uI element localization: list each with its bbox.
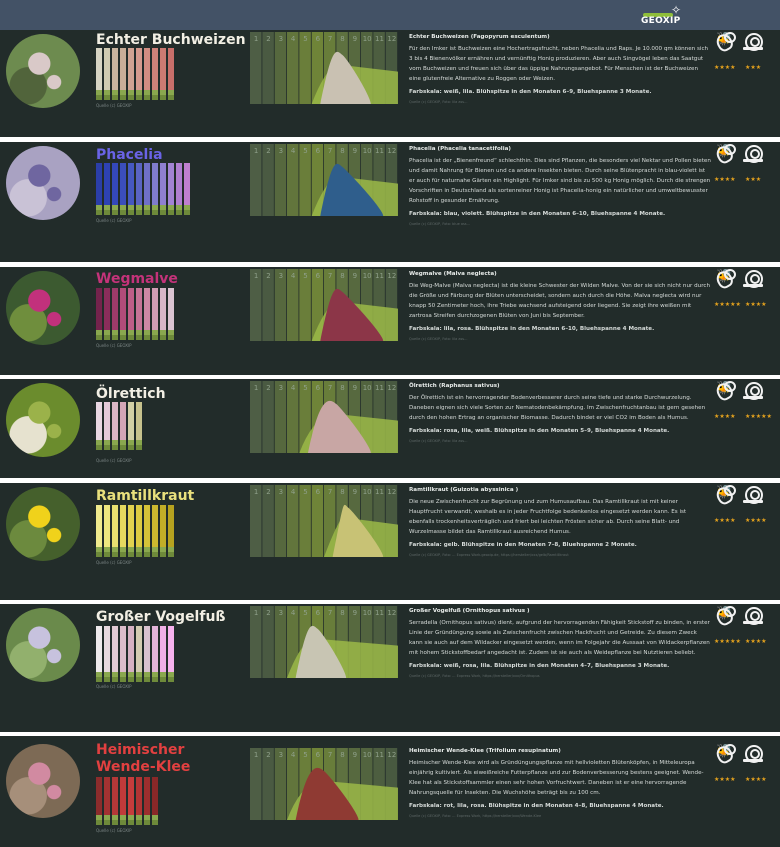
color-swatch [176,163,182,215]
plant-card [0,604,780,732]
color-swatch [168,288,174,340]
source-info: Quelle (c) GEOXIP, Foto: ... Express Work.geoxip.de, https://hersteller/xxx/gelb/Ramtillkraut [409,553,569,557]
color-swatch [136,48,142,100]
month-label: 8 [340,751,345,759]
month-label: 11 [375,609,384,617]
month-label: 3 [278,751,284,759]
plant-card [0,379,780,478]
logo-bee-icon: ✧ [671,3,682,17]
color-swatches [96,505,174,557]
color-swatch [160,505,166,557]
plant-name: Ramtillkraut [96,488,195,504]
honey-spiral-icon[interactable] [744,144,762,162]
month-label: 6 [315,488,321,496]
month-label: 10 [362,751,372,759]
color-swatch [144,288,150,340]
color-swatch [112,777,118,825]
month-label: 2 [266,751,271,759]
plant-description [409,485,711,558]
color-swatch [128,163,134,215]
color-swatch [104,402,110,450]
plant-card [0,30,780,137]
month-label: 8 [340,488,345,496]
month-label: 1 [253,35,259,43]
bee-icon[interactable] [713,485,733,505]
color-swatch [160,626,166,682]
color-swatches [96,626,174,682]
month-label: 7 [327,272,333,280]
plant-photo [6,608,80,682]
description-text: Die Weg-Malve (Malva neglecta) ist die kleine Schwester der Wilden Malve. Von der sie sich nicht nur durch die Größe und Färbung der Blüten unterscheidet, sondern auch durch die Höhe. Malva neglecta wird nur knapp 50 Zentimeter hoch, ihre Triebe wachsend aufsteigend oder liegend. Sie zeigt ihre weißen mit zartrosa Streifen durchzogenen Blüten von Juni bis September. [409,283,710,319]
plant-card [0,736,780,847]
month-label: 6 [315,35,321,43]
color-swatch [136,163,142,215]
honey-rating: ★★★★ [745,638,767,645]
plant-name: Ölrettich [96,386,166,402]
month-label: 3 [278,272,284,280]
color-swatch [144,626,150,682]
pollinator-rating: ★★★★ [714,517,736,524]
month-label: 2 [266,609,271,617]
bloom-calendar [250,269,398,341]
description-text: Die neue Zwischenfrucht zur Begrünung und zum Humusaufbau. Das Ramtillkraut ist mit keiner Hauptfrucht verwandt, weshalb es in jeder Fruchtfolge bedenkenlos eingesetzt werden kann. Es ist ebenfalls trockenheitsverträglich und friert bei leichten Frösten sicher ab. Durch seine Blatt- und Wurzelmasse bildet das Ramtillkraut ausreichend Humus. [409,499,687,535]
color-swatch [120,402,126,450]
month-label: 2 [266,272,271,280]
bee-icon[interactable] [713,144,733,164]
color-swatch [104,626,110,682]
month-label: 2 [266,147,271,155]
bloom-calendar [250,485,398,557]
swatch-credit: Quelle (c) GEOXIP [96,684,132,689]
color-swatch [128,288,134,340]
color-swatch [144,48,150,100]
month-label: 12 [387,147,397,155]
plant-photo [6,744,80,818]
month-label: 5 [303,35,308,43]
month-label: 2 [266,35,271,43]
color-swatch [96,163,102,215]
month-label: 12 [387,751,397,759]
color-swatch [152,505,158,557]
bloom-calendar [250,32,398,104]
geoxip-logo[interactable] [641,3,689,28]
month-label: 3 [278,35,284,43]
pollinator-rating: ★★★★★ [714,638,741,645]
color-swatch [136,402,142,450]
plant-photo [6,271,80,345]
plant-description [409,269,711,342]
description-text: Für den Imker ist Buchweizen eine Hochertragsfrucht, neben Phacelia und Raps. Je 10.000 qm können sich 3 bis 4 Bienenvölker ernähren und vernünftig Honig produzieren. Aber auch Singvögel leben das Saatgut vom Buchweizen und freuen sich über das üppige Nahrungsangebot. Für Menschen ist der Buchweizen eine glutenfreie Alternative zu Roggen oder Weizen. [409,46,709,82]
honey-spiral-icon[interactable] [744,485,762,503]
color-swatch [96,48,102,100]
month-label: 11 [375,147,384,155]
plant-card [0,267,780,375]
month-label: 4 [290,751,296,759]
plant-description [409,606,711,679]
month-label: 10 [362,272,372,280]
color-swatch [96,402,102,450]
month-label: 5 [303,488,308,496]
color-scale-info: Farbskala: weiß, lila. Blühspitze in den Monaten 6–9, Bluehspanne 3 Monate. [409,89,652,95]
color-swatch [120,163,126,215]
honey-rating: ★★★★ [745,301,767,308]
color-swatches [96,402,142,450]
color-swatch [96,505,102,557]
color-swatch [136,288,142,340]
month-label: 8 [340,147,345,155]
month-label: 6 [315,272,321,280]
month-label: 1 [253,609,259,617]
color-swatch [112,505,118,557]
month-label: 1 [253,384,259,392]
color-swatch [128,48,134,100]
honey-spiral-icon[interactable] [744,32,762,50]
color-scale-info: Farbskala: blau, violett. Blühspitze in den Monaten 6–10, Bluehspanne 4 Monate. [409,211,666,217]
color-swatch [120,626,126,682]
month-label: 3 [278,147,284,155]
month-label: 6 [315,147,321,155]
color-swatch [104,505,110,557]
month-label: 2 [266,384,271,392]
color-swatch [128,402,134,450]
color-swatch [152,288,158,340]
color-scale-info: Farbskala: gelb. Blühspitze in den Monaten 7–8, Bluehspanne 2 Monate. [409,542,637,548]
month-label: 5 [303,751,308,759]
color-swatch [152,777,158,825]
month-label: 6 [315,751,321,759]
month-label: 10 [362,35,372,43]
swatch-credit: Quelle (c) GEOXIP [96,343,132,348]
color-scale-info: Farbskala: rot, lila, rosa. Blühspitze in den Monaten 4–8, Bluehspanne 4 Monate. [409,803,664,809]
month-label: 3 [278,488,284,496]
bee-icon[interactable] [713,381,733,401]
month-label: 11 [375,272,384,280]
color-swatch [184,163,190,215]
color-swatches [96,777,158,825]
color-swatch [120,777,126,825]
month-label: 12 [387,609,397,617]
month-label: 4 [290,488,296,496]
source-info: Quelle (c) GEOXIP, Foto: lila ass... [409,100,468,104]
month-label: 5 [303,609,308,617]
month-label: 8 [340,35,345,43]
honey-spiral-icon[interactable] [744,269,762,287]
plant-name: Großer Vogelfuß [96,609,226,625]
honey-rating: ★★★ [745,176,762,183]
month-label: 4 [290,384,296,392]
bee-icon[interactable] [713,606,733,626]
pollinator-rating: ★★★★ [714,64,736,71]
month-label: 10 [362,147,372,155]
description-title: Großer Vogelfuß (Ornithopus sativus ) [409,608,530,614]
month-label: 8 [340,384,345,392]
color-swatch [152,163,158,215]
month-label: 4 [290,609,296,617]
month-label: 4 [290,35,296,43]
color-scale-info: Farbskala: rosa, lila, weiß. Blühspitze in den Monaten 5–9, Bluehspanne 4 Monate. [409,428,670,434]
month-label: 6 [315,384,321,392]
color-swatch [152,48,158,100]
description-text: Heimischer Wende-Klee wird als Gründüngungspflanze mit hellvioletten Blütenköpfen, in Mitteleuropa einjährig kultiviert. Als eiweißreiche Futterpflanze und zur Bodenverbesserung bestens geeignet. Wende-Klee hat als Stickstoffsammler einen sehr hohen Vorfruchtwert. Daneben ist er eine hervorragende Nahrungsquelle für Insekten. Die Wuchshöhe beträgt bis zu 100 cm. [409,760,704,796]
swatch-credit: Quelle (c) GEOXIP [96,103,132,108]
color-swatches [96,48,174,100]
honey-spiral-icon[interactable] [744,744,762,762]
swatch-credit: Quelle (c) GEOXIP [96,560,132,565]
top-bar [0,0,780,30]
month-label: 9 [352,147,358,155]
month-label: 1 [253,488,259,496]
color-swatch [128,626,134,682]
description-title: Echter Buchweizen (Fagopyrum esculentum) [409,34,550,40]
color-swatch [120,505,126,557]
color-swatch [104,48,110,100]
month-label: 12 [387,488,397,496]
color-swatch [160,288,166,340]
honey-rating: ★★★ [745,64,762,71]
month-label: 5 [303,272,308,280]
color-swatch [112,48,118,100]
plant-name: Phacelia [96,147,163,163]
color-swatch [168,163,174,215]
description-text: Phacelia ist der „Bienenfreund“ schlechthin. Dies sind Pflanzen, die besonders viel Nektar und Pollen bieten und damit Nahrung für Bienen und ca andere Insekten bieten. Durch seine Blütenpracht in blau-violett ist er auch für naturnahe Gärten ein Highlight. Für Imker sind bis zu 500 kg Honig möglich. Durch die strengen Vorschriften in Deutschland als sortenreiner Honig ist Phacelia-honig ein natürlicher und umweltbewusster Rohstoff in gesunder Ernährung. [409,158,711,204]
honey-spiral-icon[interactable] [744,606,762,624]
bloom-calendar [250,381,398,453]
color-swatch [160,163,166,215]
month-label: 9 [352,384,358,392]
description-text: Serradella (Ornithopus sativus) dient, aufgrund der hervorragenden Fähigkeit Stickstoff zu binden, in erster Linie der Gründüngung sowie als Zwischenfrucht zwischen Hackfrucht und Getreide. Zu diesem Zweck kann sie auch auf dem Wildacker eingesetzt werden, wenn im Folgejahr die Aussaat von Wildackerpflanzen mit hohem Stickstoffbedarf angedacht ist. Zudem ist sie auch als Weidepflanze bei Nutztieren beliebt. [409,620,710,656]
plant-photo [6,34,80,108]
color-swatch [128,505,134,557]
color-swatch [128,777,134,825]
month-label: 12 [387,35,397,43]
month-label: 8 [340,272,345,280]
month-label: 10 [362,609,372,617]
month-label: 3 [278,384,284,392]
color-swatch [160,48,166,100]
pollinator-rating: ★★★★ [714,776,736,783]
color-swatch [144,777,150,825]
month-label: 12 [387,384,397,392]
month-label: 7 [327,35,333,43]
color-swatch [152,626,158,682]
month-label: 10 [362,488,372,496]
source-info: Quelle (c) GEOXIP, Foto: lila ass... [409,337,468,341]
month-label: 7 [327,384,333,392]
plant-name: Heimischer Wende-Klee [96,742,191,775]
plant-photo [6,146,80,220]
color-swatch [120,288,126,340]
plant-photo [6,487,80,561]
month-label: 1 [253,272,259,280]
month-label: 9 [352,609,358,617]
month-label: 7 [327,147,333,155]
month-label: 11 [375,384,384,392]
color-swatch [136,777,142,825]
color-swatch [96,626,102,682]
plant-description [409,746,711,819]
color-scale-info: Farbskala: weiß, rosa, lila. Blühspitze in den Monaten 4–7, Bluehspanne 3 Monate. [409,663,670,669]
honey-spiral-icon[interactable] [744,381,762,399]
color-swatch [120,48,126,100]
color-swatch [104,288,110,340]
month-label: 9 [352,35,358,43]
pollinator-rating: ★★★★★ [714,301,741,308]
month-label: 1 [253,147,259,155]
month-label: 5 [303,384,308,392]
month-label: 5 [303,147,308,155]
color-swatch [136,626,142,682]
description-title: Ramtillkraut (Guizotia abyssinica ) [409,487,519,493]
month-label: 6 [315,609,321,617]
bloom-calendar [250,606,398,678]
description-title: Ölrettich (Raphanus sativus) [409,383,500,389]
month-label: 4 [290,272,296,280]
plant-description [409,381,711,444]
month-label: 7 [327,609,333,617]
plant-name: Wegmalve [96,271,178,287]
month-label: 4 [290,147,296,155]
month-label: 12 [387,272,397,280]
plant-description [409,32,711,105]
month-label: 7 [327,751,333,759]
bee-icon[interactable] [713,269,733,289]
month-label: 9 [352,272,358,280]
plant-description [409,144,711,227]
description-title: Heimischer Wende-Klee (Trifolium resupinatum) [409,748,561,754]
color-swatch [168,505,174,557]
bloom-calendar [250,748,398,820]
plant-card [0,483,780,600]
bee-icon[interactable] [713,744,733,764]
month-label: 9 [352,488,358,496]
swatch-credit: Quelle (c) GEOXIP [96,828,132,833]
source-info: Quelle (c) GEOXIP, Foto: ... Express Work, https://hersteller/xxx/Ornithopus [409,674,540,678]
source-info: Quelle (c) GEOXIP, Foto: lila ass... [409,439,468,443]
swatch-credit: Quelle (c) GEOXIP [96,218,132,223]
color-swatch [104,163,110,215]
plant-card [0,142,780,262]
month-label: 11 [375,35,384,43]
month-label: 11 [375,488,384,496]
month-label: 8 [340,609,345,617]
color-swatch [136,505,142,557]
pollinator-rating: ★★★★ [714,413,736,420]
logo-text: GEOXIP [641,16,681,26]
color-scale-info: Farbskala: lila, rosa. Blühspitze in den Monaten 6–10, Bluehspanne 4 Monate. [409,326,655,332]
color-swatch [144,163,150,215]
source-info: Quelle (c) GEOXIP, Foto: ... Express Work, https://hersteller/xxx/Wende-Klee [409,814,542,818]
month-label: 9 [352,751,358,759]
honey-rating: ★★★★★ [745,413,772,420]
color-swatch [104,777,110,825]
color-swatch [144,505,150,557]
month-label: 7 [327,488,333,496]
month-label: 10 [362,384,372,392]
color-swatches [96,288,174,340]
month-label: 3 [278,609,284,617]
color-swatch [112,402,118,450]
color-swatch [168,48,174,100]
color-swatch [96,777,102,825]
swatch-credit: Quelle (c) GEOXIP [96,458,132,463]
plant-photo [6,383,80,457]
bloom-calendar [250,144,398,216]
description-title: Phacelia (Phacelia tanacetifolia) [409,146,511,152]
honey-rating: ★★★★ [745,517,767,524]
source-info: Quelle (c) GEOXIP, Foto: blue ass... [409,222,470,226]
month-label: 11 [375,751,384,759]
description-title: Wegmalve (Malva neglecta) [409,271,497,277]
color-swatch [112,163,118,215]
color-swatch [96,288,102,340]
plant-name: Echter Buchweizen [96,32,246,48]
month-label: 1 [253,751,259,759]
color-swatches [96,163,190,215]
color-swatch [168,626,174,682]
bee-icon[interactable] [713,32,733,52]
pollinator-rating: ★★★★ [714,176,736,183]
description-text: Der Ölrettich ist ein hervorragender Bodenverbesserer durch seine tiefe und starke Durchwurzelung. Daneben eignen sich viele Sorten zur Nematodenbekämpfung. Im Zwischenfruchtanbau ist gern gesehen durch den hohen Ertrag an organischer Biomasse. Dadurch bindet er viel CO2 im Boden als Humus. [409,395,706,421]
honey-rating: ★★★★ [745,776,767,783]
color-swatch [112,626,118,682]
month-label: 2 [266,488,271,496]
color-swatch [112,288,118,340]
